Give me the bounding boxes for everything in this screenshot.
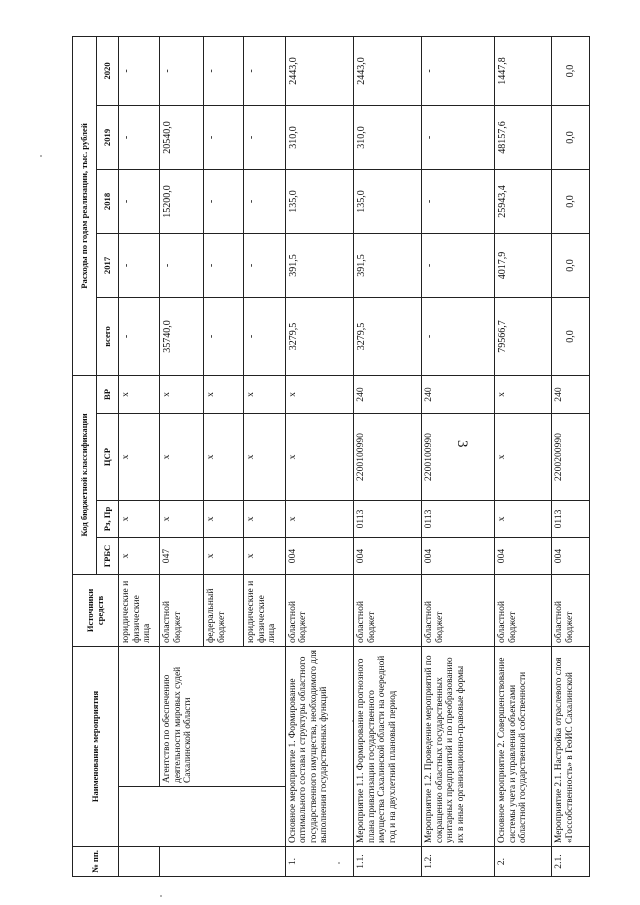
cell-num: 1. xyxy=(285,847,353,877)
cell-total: - xyxy=(119,297,160,375)
cell-2017: 4017,9 xyxy=(495,233,552,297)
cell-grbs: х xyxy=(243,538,285,575)
cell-num xyxy=(160,847,286,877)
cell-grbs: 004 xyxy=(422,538,495,575)
scan-speck xyxy=(160,895,162,897)
cell-csr: х xyxy=(243,414,285,501)
cell-2019: - xyxy=(422,105,495,169)
cell-2018: - xyxy=(204,169,244,233)
cell-name: Агентство по обеспечению деятельности мировых судей Сахалинской области xyxy=(160,647,286,787)
header-2018: 2018 xyxy=(97,169,119,233)
table-row xyxy=(285,36,353,876)
cell-source: областной бюджет xyxy=(285,575,353,647)
cell-num: 2. xyxy=(495,847,552,877)
cell-total: 0,0 xyxy=(552,297,590,375)
cell-vr: х xyxy=(160,375,204,413)
cell-2017: 0,0 xyxy=(552,233,590,297)
cell-vr: 240 xyxy=(422,375,495,413)
cell-2019: 20540,0 xyxy=(160,105,204,169)
cell-rpr: 0113 xyxy=(354,501,422,538)
header-total: всего xyxy=(97,297,119,375)
table-row xyxy=(422,36,495,876)
cell-rpr: 0113 xyxy=(422,501,495,538)
cell-source: юридические и физические лица xyxy=(119,575,160,647)
cell-total: - xyxy=(204,297,244,375)
table-row xyxy=(354,36,422,876)
cell-rpr: х xyxy=(119,501,160,538)
cell-csr: 2200100990 xyxy=(422,414,495,501)
cell-source: федеральный бюджет xyxy=(204,575,244,647)
cell-2020: - xyxy=(119,36,160,105)
cell-source: юридические и физические лица xyxy=(243,575,285,647)
cell-2018: - xyxy=(243,169,285,233)
cell-num: 1.1. xyxy=(354,847,422,877)
scan-speck xyxy=(40,155,42,157)
cell-2017: - xyxy=(243,233,285,297)
cell-name: Основное мероприятие 2. Совершенствование системы учета и управления объектами областной государственной собственности xyxy=(495,647,552,847)
cell-rpr: х xyxy=(243,501,285,538)
cell-2018: 135,0 xyxy=(285,169,353,233)
cell-csr: х xyxy=(119,414,160,501)
cell-2020: 0,0 xyxy=(552,36,590,105)
cell-grbs: 004 xyxy=(354,538,422,575)
cell-csr: х xyxy=(495,414,552,501)
header-2019: 2019 xyxy=(97,105,119,169)
cell-rpr: х xyxy=(204,501,244,538)
cell-source: областной бюджет xyxy=(354,575,422,647)
cell-rpr: х xyxy=(160,501,204,538)
cell-vr: х xyxy=(285,375,353,413)
cell-num xyxy=(119,847,160,877)
cell-2017: - xyxy=(160,233,204,297)
cell-2020: 2443,0 xyxy=(354,36,422,105)
cell-2017: 391,5 xyxy=(285,233,353,297)
cell-source: областной бюджет xyxy=(422,575,495,647)
cell-name: Основное мероприятие 1. Формирование оптимального состава и структуры областного государственного имущества, необходимого для выполнения государственных функций xyxy=(285,647,353,847)
cell-vr: х xyxy=(204,375,244,413)
table-row xyxy=(495,36,552,876)
header-expenses-group: Расходы по годам реализации, тыс. рублей xyxy=(73,36,97,375)
cell-name: Мероприятие 2.1. Настройка отраслевого слоя «Госсобственность» в ГеоИС Сахалинской xyxy=(552,647,590,847)
cell-name: Мероприятие 1.1. Формирование прогнозного плана приватизации государственного имущества Сахалинской области на очередной год и на двухлетний плановый период xyxy=(354,647,422,847)
cell-2018: 25943,4 xyxy=(495,169,552,233)
cell-total: 3279,5 xyxy=(354,297,422,375)
cell-2020: - xyxy=(204,36,244,105)
cell-2020: 1447,8 xyxy=(495,36,552,105)
header-source: Источники средств xyxy=(73,575,119,647)
cell-name xyxy=(119,647,160,787)
cell-total: 79566,7 xyxy=(495,297,552,375)
budget-table xyxy=(72,36,590,877)
cell-source: областной бюджет xyxy=(495,575,552,647)
cell-num: 2.1. xyxy=(552,847,590,877)
cell-2018: - xyxy=(422,169,495,233)
cell-num: 1.2. xyxy=(422,847,495,877)
cell-2019: - xyxy=(204,105,244,169)
cell-2018: - xyxy=(119,169,160,233)
cell-2018: 135,0 xyxy=(354,169,422,233)
table-row xyxy=(119,36,160,876)
header-rpr: Рз, Пр xyxy=(97,501,119,538)
cell-grbs: 004 xyxy=(285,538,353,575)
cell-2020: - xyxy=(422,36,495,105)
cell-total: - xyxy=(422,297,495,375)
cell-vr: 240 xyxy=(552,375,590,413)
header-vr: ВР xyxy=(97,375,119,413)
cell-2019: - xyxy=(243,105,285,169)
cell-csr: х xyxy=(160,414,204,501)
cell-rpr: х xyxy=(285,501,353,538)
cell-2018: 15200,0 xyxy=(160,169,204,233)
cell-2019: 48157,6 xyxy=(495,105,552,169)
rotated-table-wrapper xyxy=(72,37,590,877)
cell-2017: - xyxy=(422,233,495,297)
cell-2017: 391,5 xyxy=(354,233,422,297)
cell-csr: х xyxy=(285,414,353,501)
cell-csr: 2200100990 xyxy=(354,414,422,501)
table-row xyxy=(160,36,204,876)
cell-indent xyxy=(119,787,286,847)
cell-2019: 0,0 xyxy=(552,105,590,169)
cell-2020: 2443,0 xyxy=(285,36,353,105)
cell-2020: - xyxy=(160,36,204,105)
cell-vr: х xyxy=(119,375,160,413)
header-grbs: ГРБС xyxy=(97,538,119,575)
cell-2018: 0,0 xyxy=(552,169,590,233)
header-csr: ЦСР xyxy=(97,414,119,501)
header-code-group: Код бюджетной классификации xyxy=(73,375,97,574)
cell-source: областной бюджет xyxy=(552,575,590,647)
cell-2020: - xyxy=(243,36,285,105)
header-name: Наименование мероприятия xyxy=(73,647,119,847)
cell-total: - xyxy=(243,297,285,375)
cell-grbs: 004 xyxy=(495,538,552,575)
cell-rpr: х xyxy=(495,501,552,538)
cell-grbs: 047 xyxy=(160,538,204,575)
cell-2019: - xyxy=(119,105,160,169)
cell-vr: х xyxy=(495,375,552,413)
cell-total: 3279,5 xyxy=(285,297,353,375)
header-num: № пп. xyxy=(73,847,119,877)
header-2020: 2020 xyxy=(97,36,119,105)
cell-grbs: х xyxy=(119,538,160,575)
cell-name: Мероприятие 1.2. Проведение мероприятий по сокращению областных государственных унитарных предприятий и по преобразованию их в иные организационно-правовые формы xyxy=(422,647,495,847)
cell-2019: 310,0 xyxy=(354,105,422,169)
cell-2017: - xyxy=(204,233,244,297)
cell-grbs: 004 xyxy=(552,538,590,575)
cell-grbs: х xyxy=(204,538,244,575)
page-number: 3 xyxy=(454,440,470,448)
table-row xyxy=(552,36,590,876)
cell-vr: 240 xyxy=(354,375,422,413)
header-2017: 2017 xyxy=(97,233,119,297)
cell-2019: 310,0 xyxy=(285,105,353,169)
cell-csr: х xyxy=(204,414,244,501)
cell-source: областной бюджет xyxy=(160,575,204,647)
cell-vr: х xyxy=(243,375,285,413)
cell-csr: 2200200990 xyxy=(552,414,590,501)
cell-total: 35740,0 xyxy=(160,297,204,375)
cell-2017: - xyxy=(119,233,160,297)
cell-rpr: 0113 xyxy=(552,501,590,538)
